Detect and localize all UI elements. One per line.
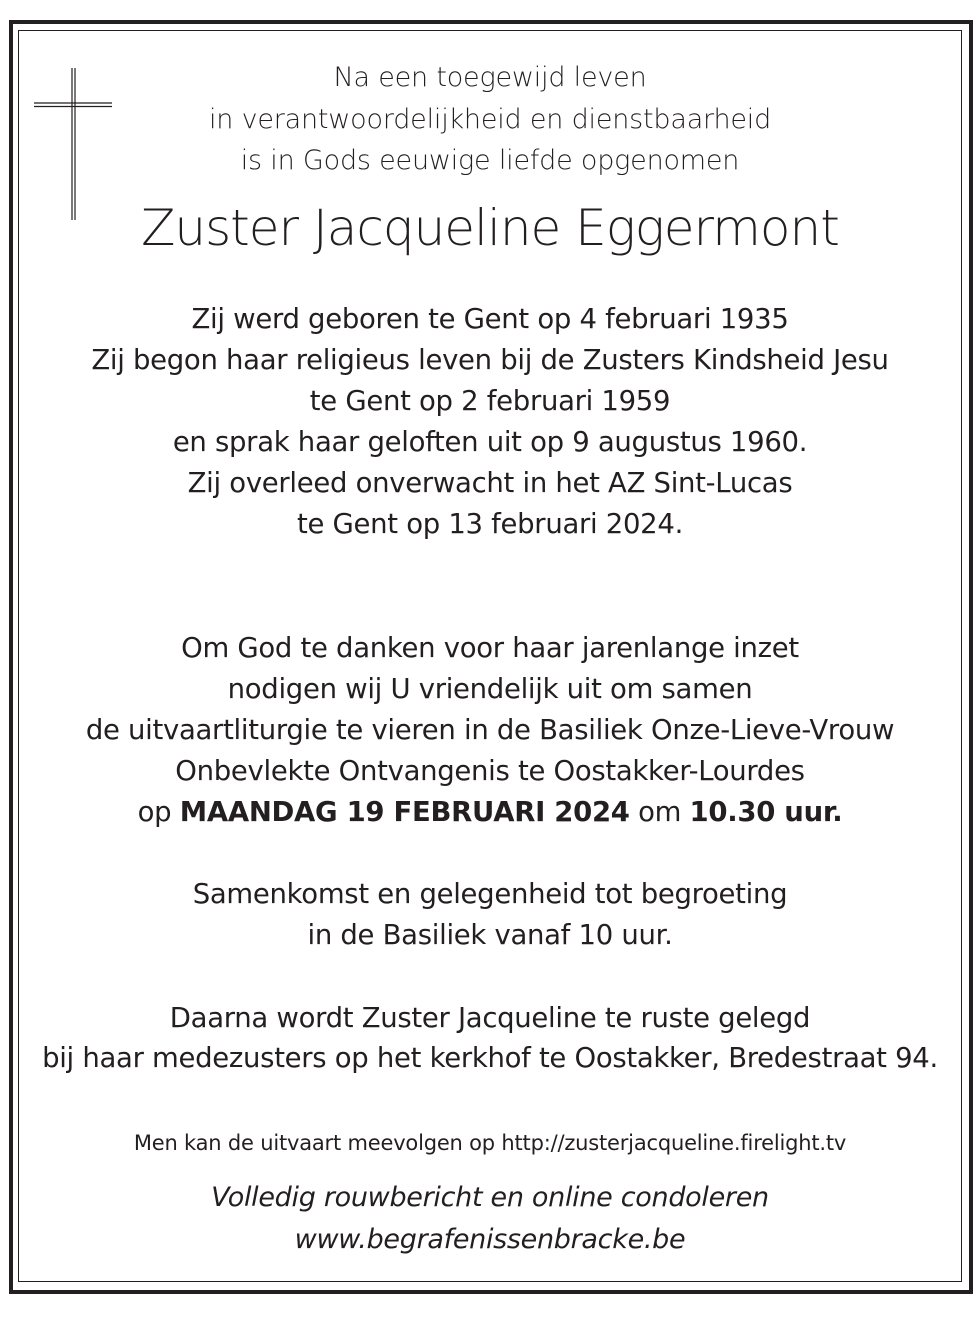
burial-line: Daarna wordt Zuster Jacqueline te ruste gelegd (169, 1002, 811, 1034)
service-prefix: op (137, 796, 172, 828)
burial-line: bij haar medezusters op het kerkhof te Oostakker, Bredestraat 94. (42, 1042, 938, 1074)
biography-line: Zij begon haar religieus leven bij de Zusters Kindsheid Jesu (91, 344, 889, 376)
livestream-note: Men kan de uitvaart meevolgen op http://zusterjacqueline.firelight.tv (133, 1131, 847, 1155)
biography-line: te Gent op 2 februari 1959 (309, 385, 671, 417)
invitation-line: de uitvaartliturgie te vieren in de Basiliek Onze-Lieve-Vrouw (85, 714, 895, 746)
invitation-line: Onbevlekte Ontvangenis te Oostakker-Lourdes (175, 755, 805, 787)
footer-caption: Volledig rouwbericht en online condoleren (211, 1182, 769, 1213)
gathering-line: in de Basiliek vanaf 10 uur. (307, 919, 673, 951)
deceased-name: Zuster Jacqueline Eggermont (141, 199, 839, 257)
biography-line: en sprak haar geloften uit op 9 augustus 1960. (172, 426, 808, 458)
intro-line: is in Gods eeuwige liefde opgenomen (240, 145, 740, 176)
invitation-line: Om God te danken voor haar jarenlange inzet (181, 632, 799, 664)
biography-line: te Gent op 13 februari 2024. (296, 508, 684, 540)
intro-line: Na een toegewijd leven (333, 62, 647, 93)
gathering-line: Samenkomst en gelegenheid tot begroeting (192, 878, 788, 910)
service-line (0, 796, 980, 828)
website-link[interactable]: www.begrafenissenbracke.be (294, 1224, 686, 1255)
biography-line: Zij overleed onverwacht in het AZ Sint-Lucas (187, 467, 793, 499)
biography-line: Zij werd geboren te Gent op 4 februari 1935 (191, 303, 789, 335)
service-date: MAANDAG 19 FEBRUARI 2024 (179, 796, 630, 828)
service-time: 10.30 uur. (689, 796, 843, 828)
service-middle: om (638, 796, 682, 828)
intro-line: in verantwoordelijkheid en dienstbaarheid (208, 104, 772, 135)
invitation-line: nodigen wij U vriendelijk uit om samen (227, 673, 753, 705)
